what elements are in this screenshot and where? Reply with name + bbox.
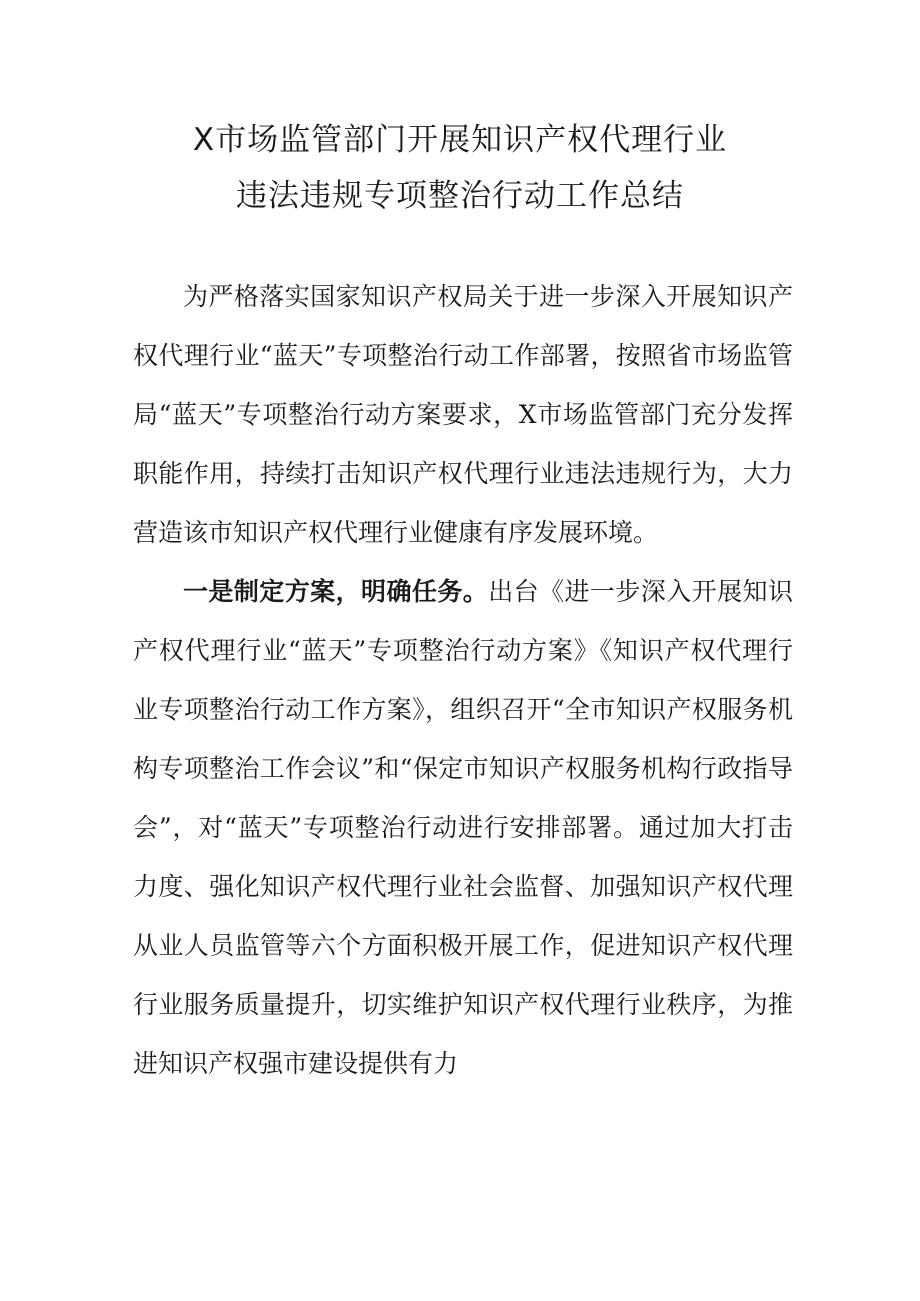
paragraph-text: 为严格落实国家知识产权局关于进一步深入开展知识产权代理行业“蓝天”专项整治行动工作部署，按照省市场监管局“蓝天”专项整治行动方案要求，X市场监管部门充分发挥职能作用，持续打击知识产权代理行业违法违规行为，大力营造该市知识产权代理行业健康有序发展环境。 <box>133 282 793 547</box>
paragraph-text: 出台《进一步深入开展知识产权代理行业“蓝天”专项整治行动方案》《知识产权代理行业专项整治行动工作方案》，组织召开“全市知识产权服务机构专项整治工作会议”和“保定市知识产权服务机构行政指导会”，对“蓝天”专项整治行动进行安排部署。通过加大打击力度、强化知识产权代理行业社会监督、加强知识产权代理从业人员监管等六个方面积极开展工作，促进知识产权代理行业服务质量提升，切实维护知识产权代理行业秩序，为推进知识产权强市建设提供有力 <box>133 577 793 1078</box>
title-line-2: 违法违规专项整治行动工作总结 <box>236 178 684 214</box>
document-title <box>0 112 920 224</box>
paragraph-lead: 一是制定方案，明确任务。 <box>183 577 489 606</box>
title-line-1: X市场监管部门开展知识产权代理行业 <box>192 122 728 158</box>
paragraph-point-1 <box>133 562 793 1093</box>
paragraph-intro <box>133 267 793 562</box>
document-body <box>133 267 793 1093</box>
